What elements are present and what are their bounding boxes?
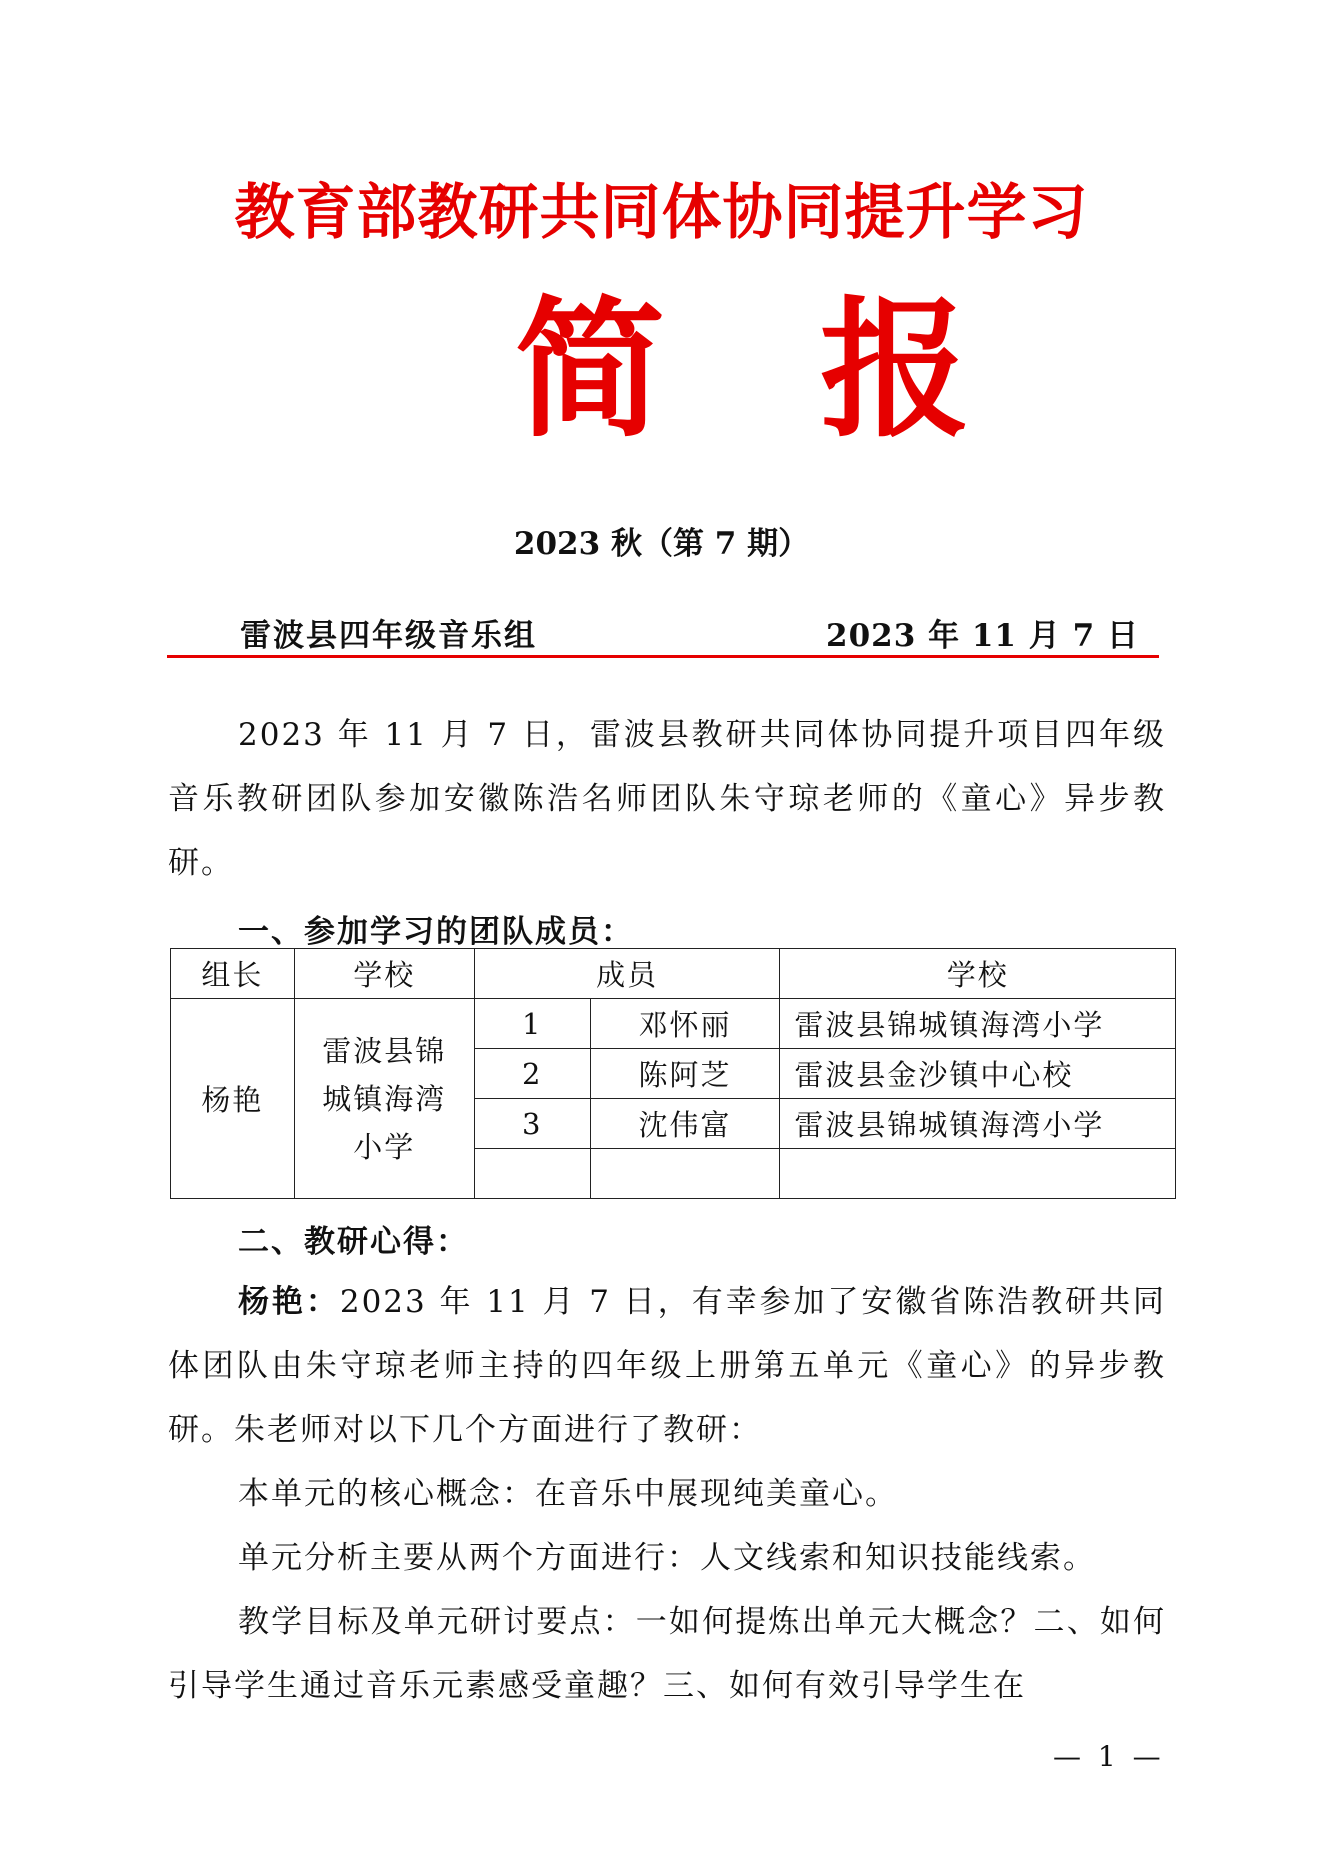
reflection-text: 2023 年 11 月 7 日，有幸参加了安徽省陈浩教研共同体团队由朱守琼老师主持的四年级上册第五单元《童心》的异步教研。朱老师对以下几个方面进行了教研： <box>168 1284 1166 1448</box>
bulletin-title-char-2: 报 <box>820 282 971 458</box>
member-school: 雷波县锦城镇海湾小学 <box>780 1099 1176 1149</box>
header-leader: 组长 <box>171 949 295 999</box>
header-divider <box>167 655 1159 658</box>
member-no: 3 <box>474 1099 590 1149</box>
section2-heading: 二、教研心得： <box>238 1224 469 1260</box>
leader-school: 雷波县锦城镇海湾小学 <box>294 999 474 1199</box>
core-concept-paragraph: 本单元的核心概念：在音乐中展现纯美童心。 <box>238 1476 898 1512</box>
section1-heading: 一、参加学习的团队成员： <box>238 914 634 950</box>
issue-number: 2023 秋（第 7 期） <box>513 526 810 562</box>
member-school <box>780 1149 1176 1199</box>
member-school: 雷波县锦城镇海湾小学 <box>780 999 1176 1049</box>
unit-analysis-paragraph: 单元分析主要从两个方面进行：人文线索和知识技能线索。 <box>238 1540 1096 1576</box>
bulletin-title <box>0 282 1323 458</box>
page-number: — 1 — <box>1053 1740 1165 1773</box>
member-school: 雷波县金沙镇中心校 <box>780 1049 1176 1099</box>
member-name: 沈伟富 <box>590 1099 780 1149</box>
publish-date: 2023 年 11 月 7 日 <box>826 618 1139 654</box>
header-members: 成员 <box>474 949 780 999</box>
organization: 雷波县四年级音乐组 <box>240 618 537 654</box>
member-no: 1 <box>474 999 590 1049</box>
document-title: 教育部教研共同体协同提升学习 <box>234 178 1089 248</box>
member-no <box>474 1149 590 1199</box>
member-name: 陈阿芝 <box>590 1049 780 1099</box>
members-table <box>170 948 1176 1199</box>
table-header-row <box>171 949 1176 999</box>
member-no: 2 <box>474 1049 590 1099</box>
member-name: 邓怀丽 <box>590 999 780 1049</box>
reflection-author: 杨艳： <box>238 1284 340 1320</box>
reflection-paragraph <box>168 1270 1166 1462</box>
objectives-paragraph: 教学目标及单元研讨要点：一如何提炼出单元大概念？二、如何引导学生通过音乐元素感受童趣？三、如何有效引导学生在 <box>168 1604 1166 1704</box>
intro-paragraph: 2023 年 11 月 7 日，雷波县教研共同体协同提升项目四年级音乐教研团队参加安徽陈浩名师团队朱守琼老师的《童心》异步教研。 <box>168 717 1166 881</box>
table-row <box>171 999 1176 1049</box>
leader-name: 杨艳 <box>171 999 295 1199</box>
header-member-school: 学校 <box>780 949 1176 999</box>
bulletin-title-char-1: 简 <box>515 282 666 458</box>
header-school: 学校 <box>294 949 474 999</box>
member-name <box>590 1149 780 1199</box>
